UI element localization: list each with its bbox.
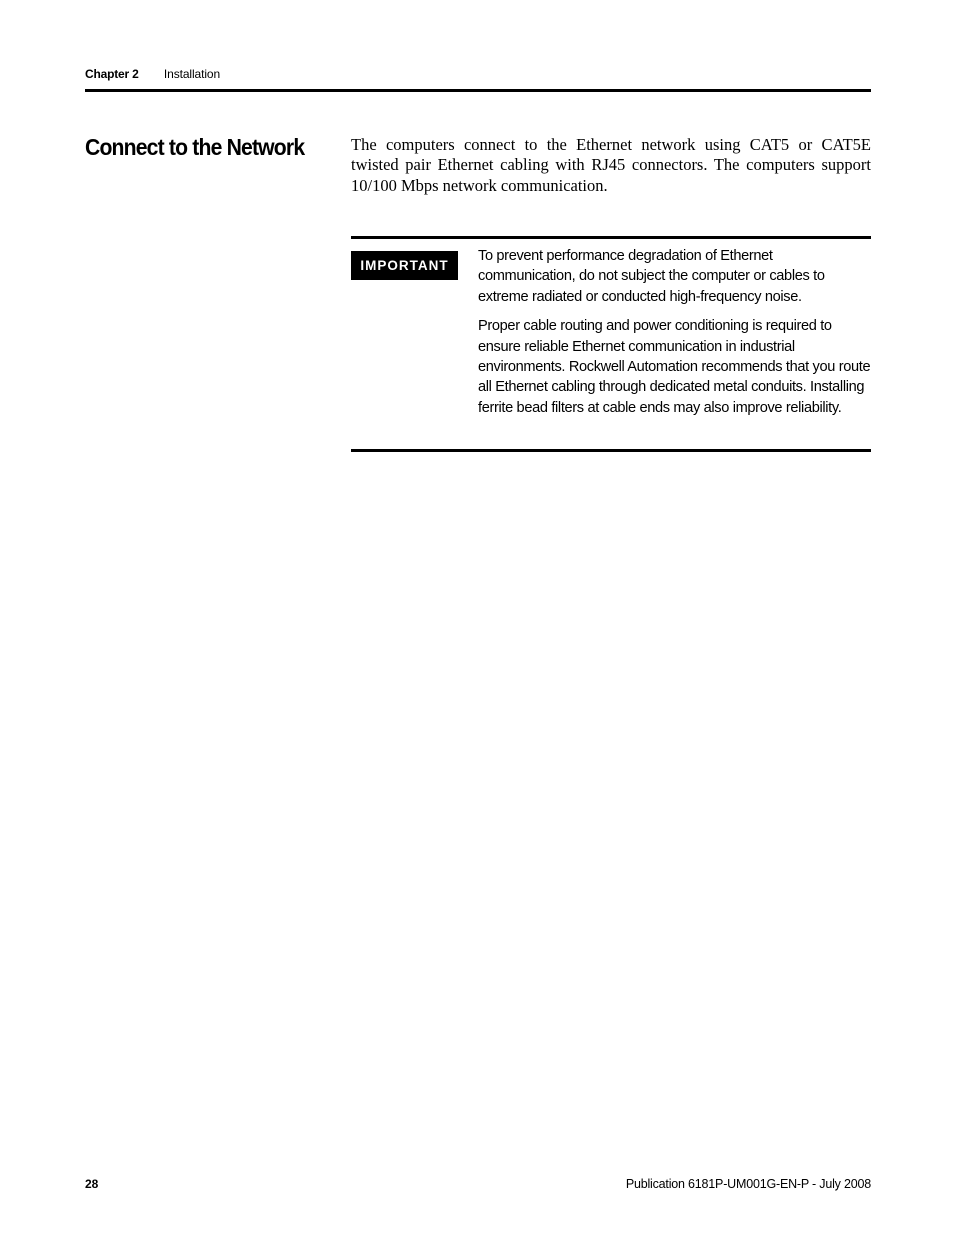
important-badge: IMPORTANT: [351, 251, 458, 280]
section-heading: Connect to the Network: [85, 134, 305, 160]
body-paragraph: The computers connect to the Ethernet network using CAT5 or CAT5E twisted pair Ethernet cabling with RJ45 connectors. The computers support 10/100 Mbps network communication.: [351, 135, 871, 195]
publication-info: Publication 6181P-UM001G-EN-P - July 2008: [625, 1177, 871, 1191]
header-rule: [85, 89, 871, 92]
important-text: [478, 246, 871, 427]
important-notice: [351, 236, 871, 452]
page-number: 28: [85, 1177, 99, 1191]
running-header: [85, 66, 871, 82]
section-label: Installation: [163, 67, 221, 81]
important-paragraph-2: Proper cable routing and power conditioning is required to ensure reliable Ethernet communication in industrial environments. Rockwell Automation recommends that you route all Ethernet cabling through dedicated metal conduits. Installing ferrite bead filters at cable ends may also improve reliability.: [478, 318, 871, 416]
chapter-label: Chapter 2: [85, 67, 139, 81]
important-paragraph-1: To prevent performance degradation of Ethernet communication, do not subject the computer or cables to extreme radiated or conducted high-frequency noise.: [478, 248, 825, 305]
